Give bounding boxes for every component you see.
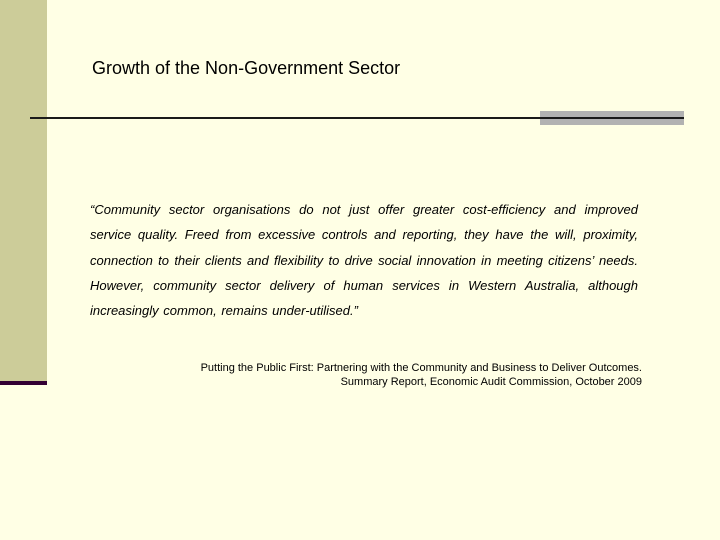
title-divider-accent-line: [540, 117, 684, 119]
left-accent-bar: [0, 0, 47, 381]
citation: [90, 361, 642, 389]
citation-line-1: Putting the Public First: Partnering with the Community and Business to Deliver Outcomes.: [200, 362, 642, 374]
title-divider: [30, 117, 540, 119]
left-accent-underline: [0, 381, 47, 385]
quote-text: “Community sector organisations do not just offer greater cost-efficiency and improved service quality. Freed from excessive controls and reporting, they have the will, proximity, connection to their clients and flexibility to drive social innovation in meeting citizens’ needs. However, community sector delivery of human services in Western Australia, although increasingly common, remains under-utilised.”: [90, 202, 638, 319]
citation-line-2: Summary Report, Economic Audit Commission, October 2009: [340, 376, 642, 388]
slide-title: Growth of the Non-Government Sector: [92, 58, 401, 78]
